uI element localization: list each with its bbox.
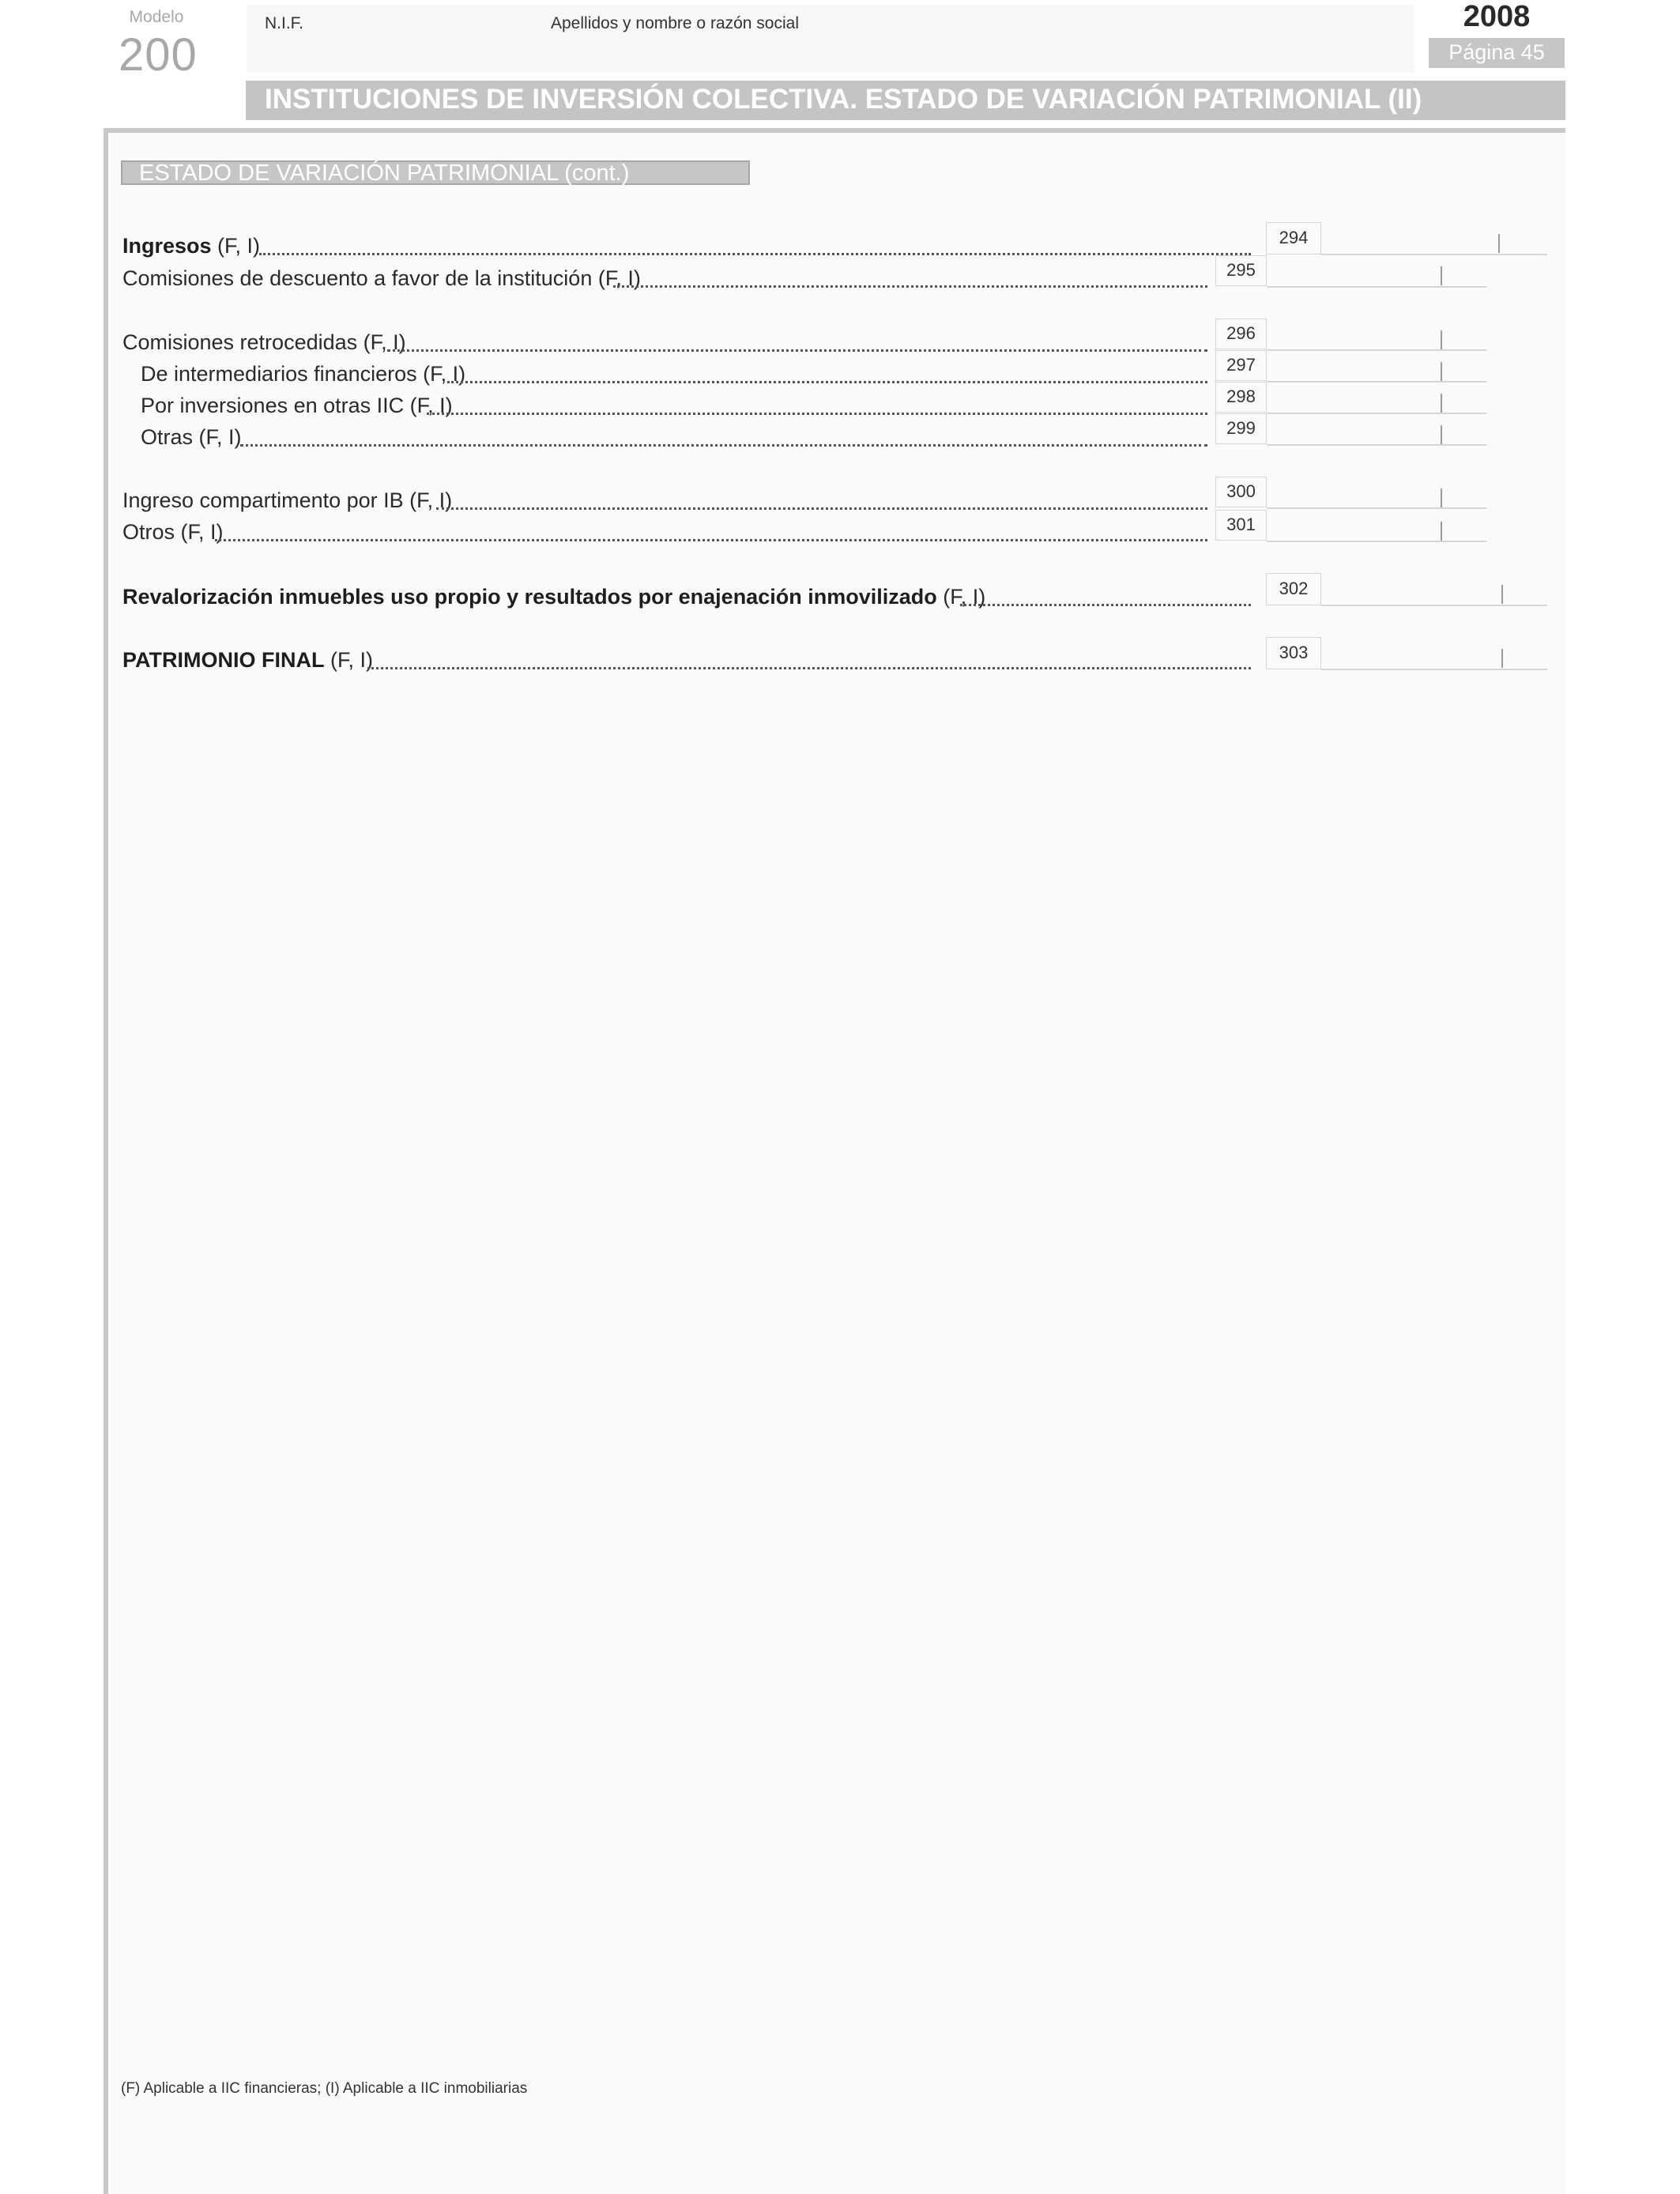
row-label-ingresos: Ingresos (F, I)	[122, 234, 261, 258]
value-field-301[interactable]	[1267, 541, 1486, 542]
dot-leader	[367, 667, 1251, 669]
value-field-299[interactable]	[1267, 444, 1486, 446]
row-label-otros: Otros (F, I)	[122, 520, 224, 544]
value-field-298[interactable]	[1267, 413, 1486, 414]
box-code-297: 297	[1215, 350, 1267, 381]
box-code-298: 298	[1215, 382, 1267, 413]
decimal-mark	[1441, 362, 1442, 381]
dot-leader	[447, 381, 1207, 383]
modelo-label: Modelo	[129, 8, 184, 26]
box-code-302: 302	[1266, 573, 1321, 605]
value-field-296[interactable]	[1267, 349, 1486, 351]
taxpayer-id-box[interactable]	[247, 5, 1414, 73]
value-field-294[interactable]	[1321, 254, 1547, 255]
row-label-intermediarios: De intermediarios financieros (F, I)	[141, 362, 466, 386]
content-panel	[104, 128, 1565, 2194]
box-code-299: 299	[1215, 413, 1267, 444]
row-label-ingreso-compartimento: Ingreso compartimento por IB (F, I)	[122, 488, 453, 512]
value-field-297[interactable]	[1267, 381, 1486, 383]
decimal-mark	[1441, 394, 1442, 413]
dot-leader	[613, 285, 1207, 288]
dot-leader	[427, 413, 1207, 415]
box-code-300: 300	[1215, 477, 1267, 507]
decimal-mark	[1441, 425, 1442, 444]
dot-leader	[960, 604, 1251, 606]
row-label-patrimonio-final: PATRIMONIO FINAL (F, I)	[122, 648, 373, 672]
page-title: INSTITUCIONES DE INVERSIÓN COLECTIVA. ESTADO DE VARIACIÓN PATRIMONIAL (II)	[265, 84, 1422, 115]
decimal-mark	[1501, 649, 1503, 668]
box-code-301: 301	[1215, 510, 1267, 541]
dot-leader	[436, 507, 1207, 510]
dot-leader	[240, 444, 1207, 447]
value-field-295[interactable]	[1267, 286, 1486, 288]
row-label-otras-iic: Por inversiones en otras IIC (F, I)	[141, 394, 453, 417]
row-label-comisiones-descuento: Comisiones de descuento a favor de la institución (F, I)	[122, 266, 641, 290]
dot-leader	[387, 349, 1207, 352]
decimal-mark	[1498, 234, 1500, 253]
box-code-303: 303	[1266, 637, 1321, 669]
decimal-mark	[1441, 266, 1442, 285]
name-label: Apellidos y nombre o razón social	[551, 14, 799, 32]
nif-label: N.I.F.	[265, 14, 304, 32]
box-code-296: 296	[1215, 319, 1267, 349]
row-label-comisiones-retrocedidas: Comisiones retrocedidas (F, I)	[122, 330, 406, 354]
dot-leader	[215, 539, 1207, 541]
decimal-mark	[1441, 330, 1442, 349]
decimal-mark	[1501, 585, 1503, 604]
decimal-mark	[1441, 522, 1442, 541]
dot-leader	[259, 253, 1251, 255]
form-year: 2008	[1463, 0, 1531, 33]
row-label-otras: Otras (F, I)	[141, 425, 242, 449]
value-field-303[interactable]	[1321, 669, 1547, 670]
box-code-294: 294	[1266, 222, 1321, 254]
modelo-number: 200	[119, 29, 198, 81]
value-field-302[interactable]	[1321, 605, 1547, 606]
value-field-300[interactable]	[1267, 507, 1486, 509]
footnote: (F) Aplicable a IIC financieras; (I) Aplicable a IIC inmobiliarias	[121, 2080, 528, 2097]
box-code-295: 295	[1215, 255, 1267, 286]
decimal-mark	[1441, 488, 1442, 507]
row-label-revalorizacion: Revalorización inmuebles uso propio y resultados por enajenación inmovilizado (F, I)	[122, 585, 986, 609]
section-heading: ESTADO DE VARIACIÓN PATRIMONIAL (cont.)	[139, 160, 630, 186]
page-number: Página 45	[1448, 40, 1545, 64]
